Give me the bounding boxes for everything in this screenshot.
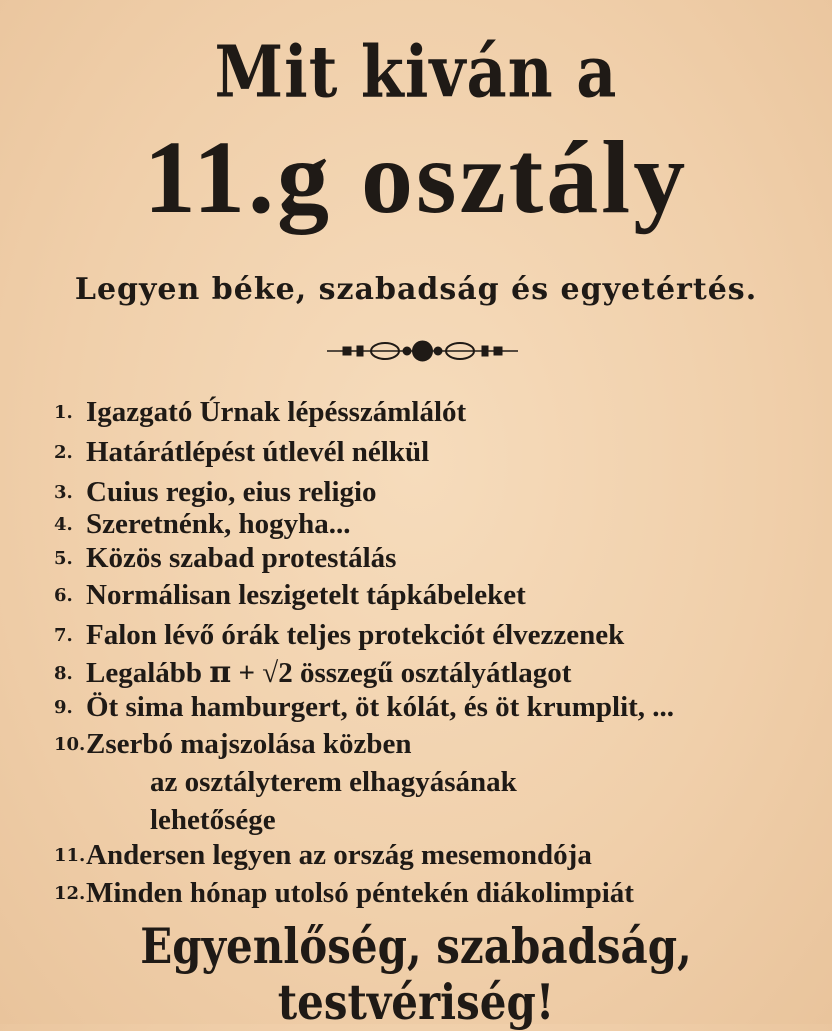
- pi-symbol: π: [209, 655, 232, 690]
- item-text: Cuius regio, eius religio: [86, 476, 377, 508]
- list-item: [54, 476, 377, 509]
- item-text: Andersen legyen az ország mesemondója: [86, 839, 592, 871]
- item-text: Közös szabad protestálás: [86, 542, 397, 574]
- list-item: [54, 839, 592, 872]
- footer-slogan: Egyenlőség, szabadság, testvériség!: [140, 918, 692, 1031]
- title-line-1: Mit kiván a: [214, 30, 618, 114]
- item-text: Zserbó majszolása közben: [86, 728, 412, 760]
- item-text: Falon lévő órák teljes protekciót élvezzenek: [86, 619, 625, 651]
- item-number: 5.: [54, 548, 73, 569]
- list-item: [54, 542, 396, 575]
- item-text: Öt sima hamburgert, öt kólát, és öt krumplit, ...: [86, 691, 675, 723]
- item-text: Határátlépést útlevél nélkül: [86, 436, 430, 468]
- item-number: 11.: [54, 845, 86, 866]
- title-line-2: 11.g osztály: [143, 120, 689, 235]
- item-number: 3.: [54, 482, 73, 503]
- item-text: Minden hónap utolsó péntekén diákolimpiát: [86, 877, 634, 909]
- list-item: [54, 436, 429, 469]
- motto: Legyen béke, szabadság és egyetértés.: [74, 272, 758, 307]
- list-item: [54, 877, 634, 910]
- list-item: [54, 655, 571, 690]
- list-item-continuation: lehetősége: [150, 804, 276, 836]
- list-item: [54, 396, 466, 429]
- list-item: [54, 619, 624, 652]
- item-number: 2.: [54, 442, 73, 463]
- item-number: 8.: [54, 663, 73, 684]
- list-item: [54, 728, 411, 761]
- item-number: 4.: [54, 514, 73, 535]
- item-number: 12.: [54, 883, 86, 904]
- ornament-divider-icon: [325, 338, 520, 364]
- item-number: 10.: [54, 734, 86, 755]
- list-item: [54, 508, 351, 541]
- list-item: [54, 691, 674, 724]
- item-number: 6.: [54, 585, 73, 606]
- item-text-after: + √2 összegű osztályátlagot: [238, 657, 572, 689]
- item-number: 7.: [54, 625, 73, 646]
- item-text: Igazgató Úrnak lépésszámlálót: [86, 396, 467, 428]
- item-text-before: Legalább: [86, 657, 203, 689]
- item-text: Normálisan leszigetelt tápkábeleket: [86, 579, 526, 611]
- item-number: 1.: [54, 402, 73, 423]
- item-number: 9.: [54, 697, 73, 718]
- list-item-continuation: az osztályterem elhagyásának: [150, 766, 517, 798]
- list-item: [54, 579, 526, 612]
- item-text: Szeretnénk, hogyha...: [86, 508, 351, 540]
